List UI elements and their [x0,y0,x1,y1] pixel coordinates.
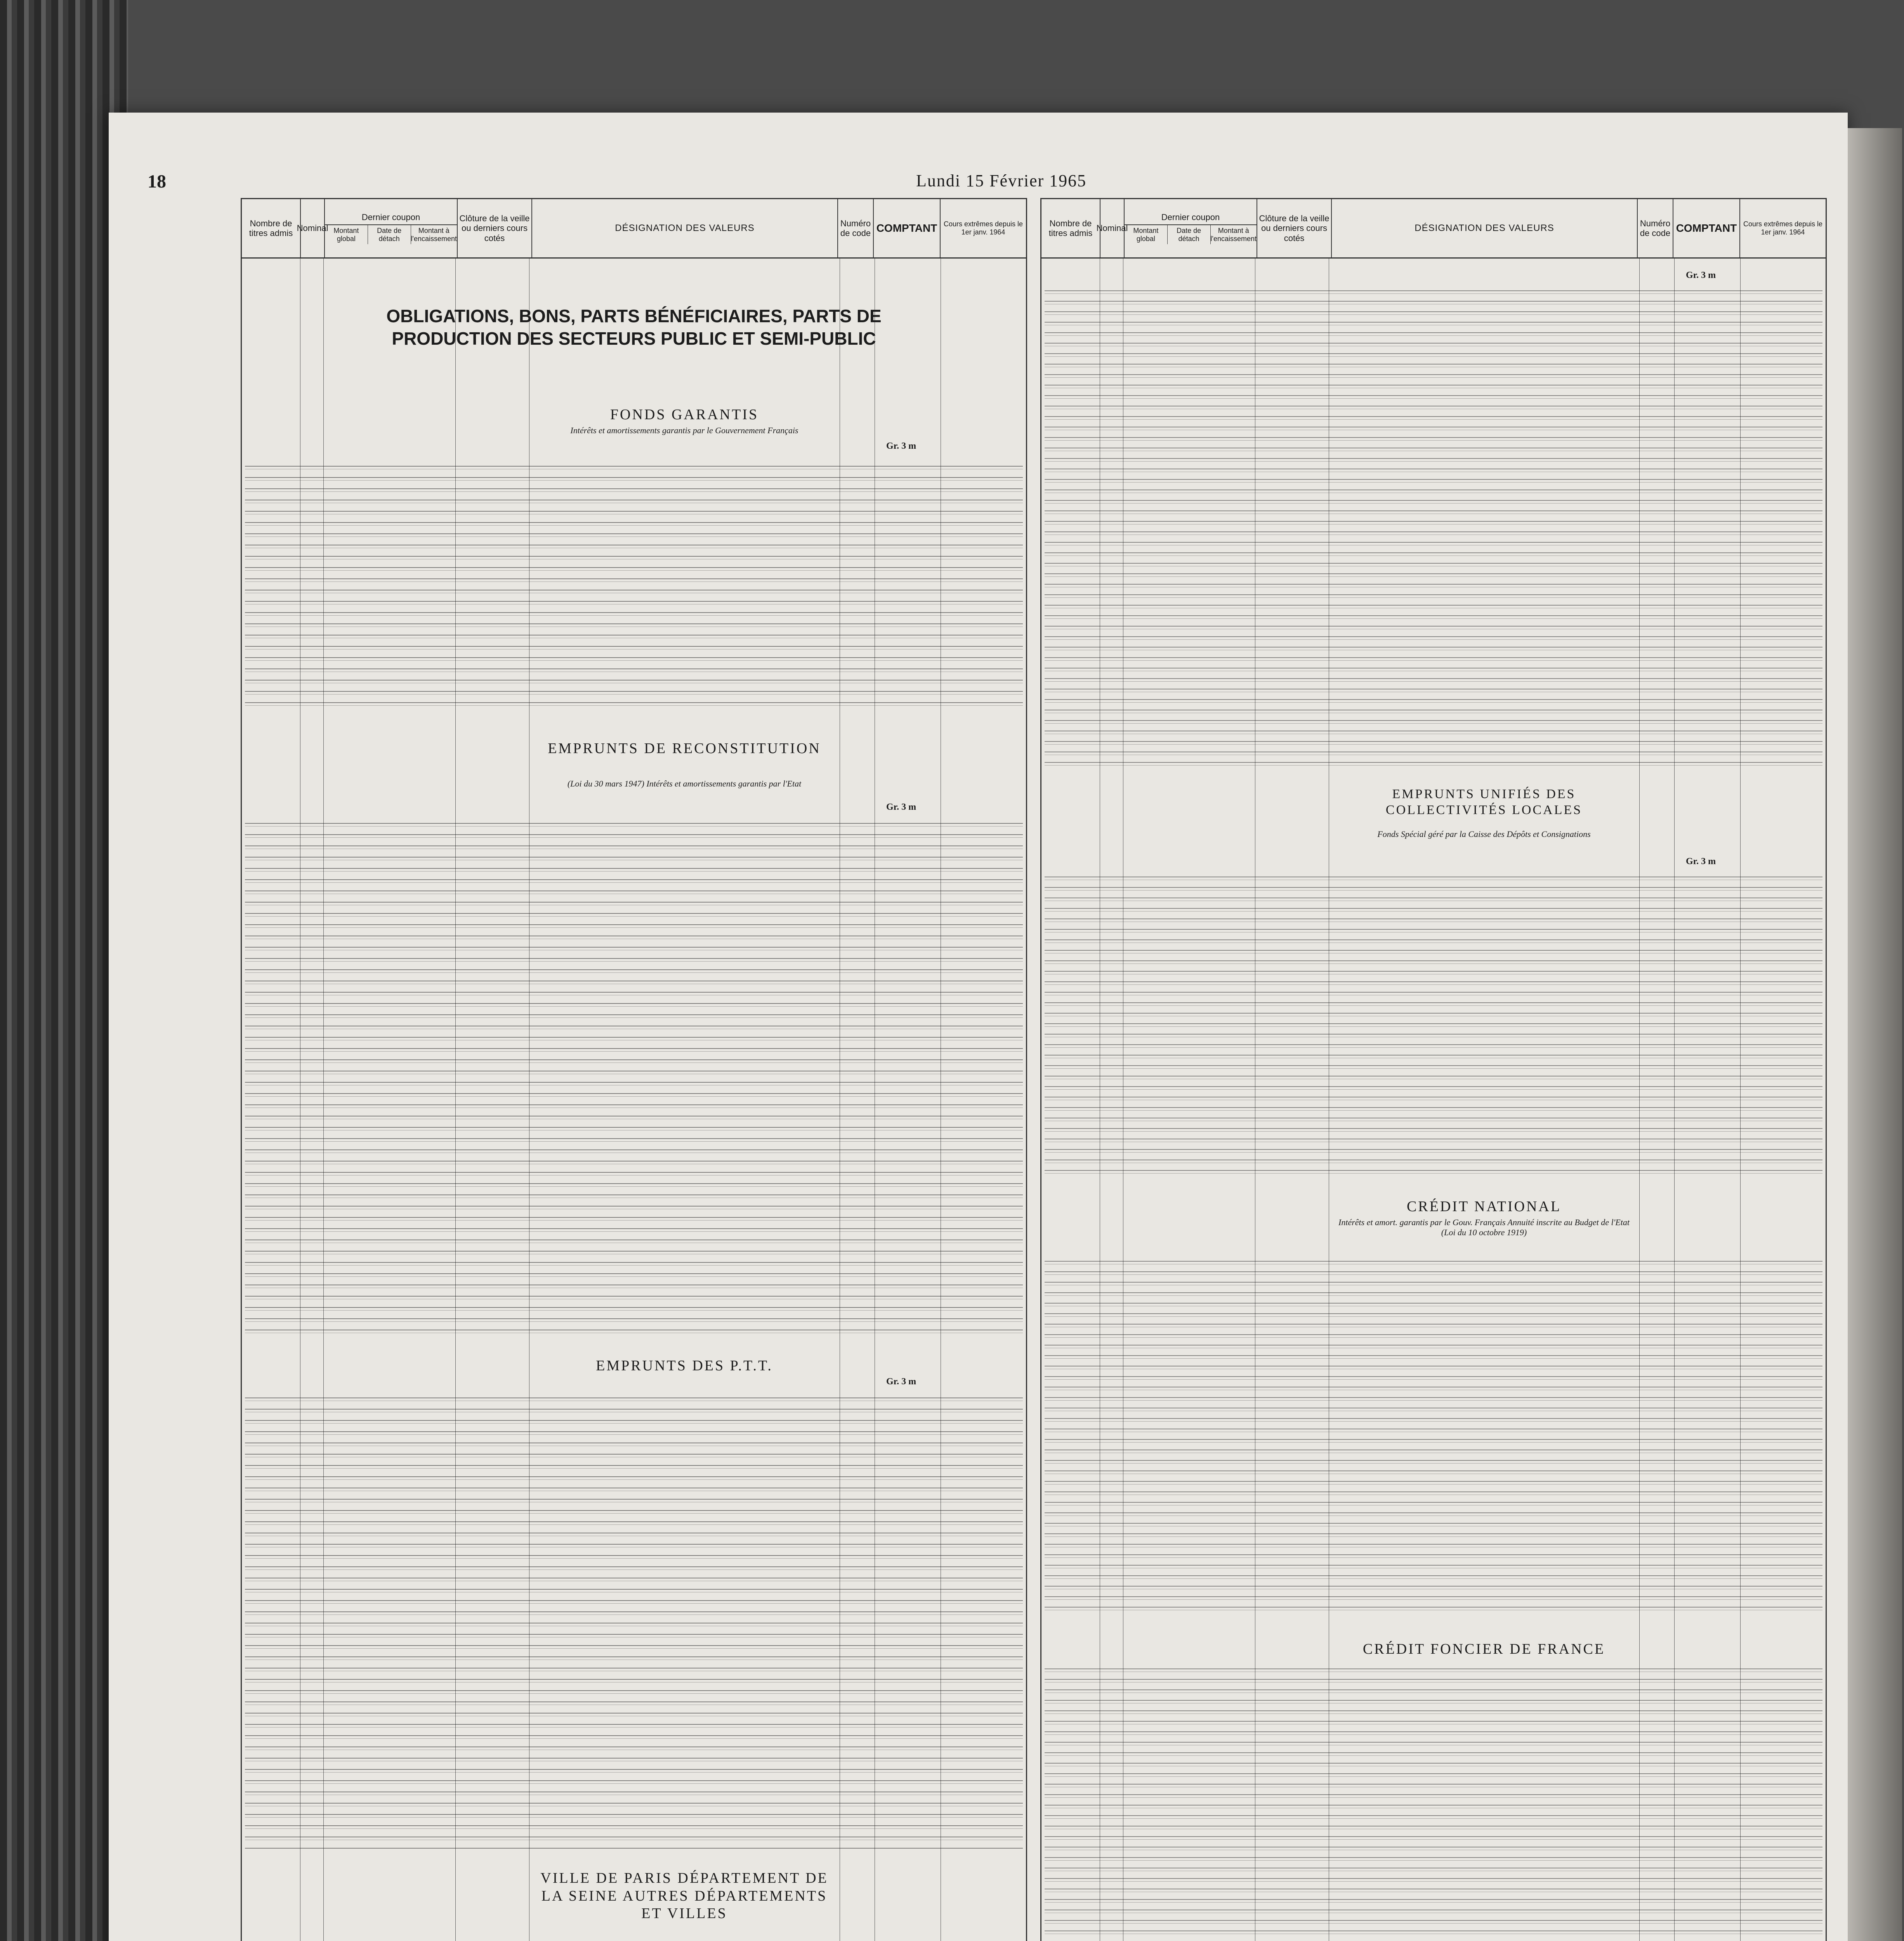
credit-foncier-rows [1045,1664,1822,1941]
left-body [242,259,1026,1941]
emprunts-reconstitution-note: (Loi du 30 mars 1947) Intérêts et amortissements garantis par l'Etat [567,779,802,788]
header-montant-global: Montant global [325,225,368,244]
ville-de-paris-title: VILLE DE PARIS DÉPARTEMENT DE LA SEINE AUTRES DÉPARTEMENTS ET VILLES [540,1870,828,1922]
header-date-detach: Date de détach [368,225,411,244]
emprunts-reconstitution-title: EMPRUNTS DE RECONSTITUTION [548,740,821,757]
credit-national-title: CRÉDIT NATIONAL [1406,1198,1562,1215]
header-code: Numéro de code [1638,199,1673,257]
right-body [1041,259,1826,1941]
page-number: 18 [148,171,166,192]
emprunts-reconstitution-rows [245,818,1023,1338]
group-label: Gr. 3 m [1686,856,1716,866]
emprunts-ptt-title: EMPRUNTS DES P.T.T. [596,1358,773,1374]
emprunts-ptt-rows [245,1392,1023,1850]
header-dernier-coupon-label: Dernier coupon [361,212,420,222]
header-dernier-coupon [1125,199,1257,257]
listing-sheet [241,198,1840,1941]
group-label: Gr. 3 m [886,1377,916,1387]
header-cloture: Clôture de la veille ou derniers cours cotés [1257,199,1332,257]
emprunts-unifies-title: EMPRUNTS UNIFIÉS DES COLLECTIVITÉS LOCALES [1385,787,1583,817]
header-nominal: Nominal [1100,199,1125,257]
group-label: Gr. 3 m [1686,270,1716,280]
header-date-detach: Date de détach [1168,225,1211,244]
main-section-title: OBLIGATIONS, BONS, PARTS BÉNÉFICIAIRES, PARTS DE PRODUCTION DES SECTEURS PUBLIC ET SEMI-PUBLIC [386,306,882,349]
header-cours-extremes: Cours extrêmes depuis le 1er janv. 1964 [943,220,1023,236]
group-label: Gr. 3 m [886,802,916,812]
header-montant-global: Montant global [1125,225,1168,244]
credit-foncier-title: CRÉDIT FONCIER DE FRANCE [1362,1641,1605,1657]
column-header [1041,199,1826,259]
left-listing-column [241,198,1027,1941]
paris-rows [1045,286,1822,767]
header-code: Numéro de code [838,199,874,257]
header-nominal: Nominal [301,199,325,257]
header-comptant: COMPTANT [1673,199,1740,257]
page-edge [1848,128,1902,1941]
page-date: Lundi 15 Février 1965 [916,171,1087,190]
header-cours-extremes: Cours extrêmes depuis le 1er janv. 1964 [1743,220,1823,236]
header-titres: Nombre de titres admis [242,199,301,257]
header-dernier-coupon-label: Dernier coupon [1161,212,1220,222]
header-designation: DÉSIGNATION DES VALEURS [532,199,838,257]
fonds-garantis-rows [245,460,1023,709]
header-comptant: COMPTANT [874,199,941,257]
header-designation: DÉSIGNATION DES VALEURS [1332,199,1638,257]
fonds-garantis-note: Intérêts et amortissements garantis par le Gouvernement Français [570,425,798,435]
emprunts-unifies-note: Fonds Spécial géré par la Caisse des Dépôts et Consignations [1377,829,1591,839]
group-label: Gr. 3 m [886,441,916,451]
credit-national-rows [1045,1256,1822,1617]
header-dernier-coupon [325,199,458,257]
page-header [148,171,1817,194]
header-cloture: Clôture de la veille ou derniers cours cotés [458,199,532,257]
header-titres: Nombre de titres admis [1041,199,1100,257]
header-montant-encaissement: Montant à l'encaissement [1210,226,1257,243]
emprunts-unifies-rows [1045,872,1822,1179]
fonds-garantis-title: FONDS GARANTIS [610,406,759,423]
credit-national-note: Intérêts et amort. garantis par le Gouv. Français Annuité inscrite au Budget de l'Etat (Loi du 10 octobre 1919) [1338,1217,1630,1237]
column-header [242,199,1026,259]
header-montant-encaissement: Montant à l'encaissement [411,226,457,243]
right-listing-column [1040,198,1827,1941]
